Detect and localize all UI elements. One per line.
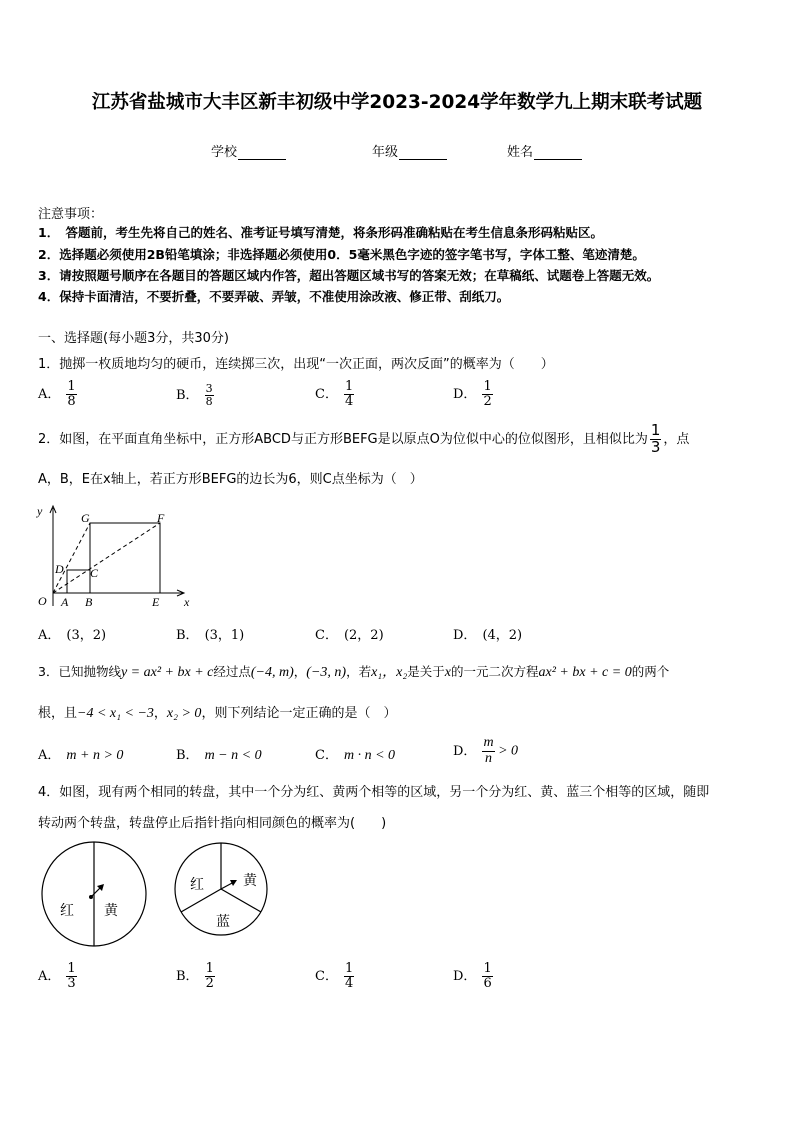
option-label: A． <box>38 386 61 402</box>
grade-label: 年级 <box>372 145 399 160</box>
option-label: D． <box>453 743 477 759</box>
denominator: 8 <box>205 394 213 408</box>
option-label: B． <box>176 387 199 403</box>
region-yellow-label: 黄 <box>104 904 118 919</box>
denominator: 2 <box>205 975 214 991</box>
section-heading: 一、选择题(每小题3分，共30分) <box>38 331 229 346</box>
name-field[interactable] <box>507 141 582 160</box>
q2-option-b[interactable] <box>176 624 244 643</box>
option-label: D． <box>453 386 477 402</box>
denominator: 6 <box>483 975 492 991</box>
notice-heading: 注意事项： <box>38 207 104 222</box>
q1-option-d[interactable] <box>453 380 493 408</box>
grade-blank[interactable] <box>399 147 447 160</box>
label-G: G <box>81 511 90 525</box>
label-A: A <box>61 595 69 609</box>
option-text: (2，2) <box>343 628 384 643</box>
q3-text: 3．已知抛物线 <box>38 664 121 679</box>
option-text: m + n > 0 <box>66 748 124 763</box>
q3-text: ，则下列结论一定正确的是（ ） <box>201 706 397 721</box>
point-2: (−3, n) <box>306 665 347 680</box>
region-yellow-label: 黄 <box>243 874 257 889</box>
denominator: 2 <box>483 393 492 409</box>
question-4-line-2: 转动两个转盘，转盘停止后指针指向相同颜色的概率为( ) <box>38 816 387 831</box>
option-label: B． <box>176 748 199 763</box>
q3-text: ，若 <box>346 664 372 679</box>
region-blue-label: 蓝 <box>216 915 230 930</box>
quadratic-equation: ax² + bx + c = 0 <box>538 665 632 680</box>
label-O: O <box>38 594 47 608</box>
q3-option-a[interactable] <box>38 744 123 764</box>
q2-coordinate-figure <box>34 500 199 615</box>
name-blank[interactable] <box>534 147 582 160</box>
question-3-line-1 <box>38 661 669 681</box>
option-label: C． <box>315 968 338 984</box>
label-D: D <box>55 562 64 576</box>
fraction <box>66 380 76 408</box>
variable-x: x <box>444 665 451 680</box>
option-label: C． <box>315 748 338 763</box>
grade-field[interactable] <box>372 141 447 160</box>
q1-option-c[interactable] <box>315 380 354 408</box>
q3-text: 是关于 <box>407 664 445 679</box>
square-ABCD <box>67 570 90 593</box>
numerator: 1 <box>483 961 492 976</box>
numerator: 1 <box>344 961 354 976</box>
numerator: 1 <box>205 961 214 976</box>
numerator: 1 <box>483 379 492 394</box>
q2-option-a[interactable] <box>38 624 106 643</box>
option-label: D． <box>453 628 477 643</box>
numerator: m <box>483 735 494 750</box>
q3-text: 根，且 <box>38 706 78 721</box>
question-1-text: 1．抛掷一枚质地均匀的硬币，连续掷三次，出现“一次正面，两次反面”的概率为（ ） <box>38 357 554 372</box>
denominator: 4 <box>344 393 354 409</box>
numerator: 1 <box>650 421 661 439</box>
fraction <box>344 380 354 408</box>
label-C: C <box>90 566 99 580</box>
q4-option-a[interactable] <box>38 962 77 990</box>
option-label: A． <box>38 748 61 763</box>
q3-option-d[interactable] <box>453 736 518 766</box>
label-E: E <box>152 595 160 609</box>
option-text: (3，1) <box>204 628 245 643</box>
option-text: m − n < 0 <box>204 748 262 763</box>
condition-1: −4 < x₁ < −3 <box>77 706 154 721</box>
denominator: 8 <box>67 393 76 409</box>
label-x: x <box>184 595 190 609</box>
q4-option-c[interactable] <box>315 962 354 990</box>
option-label: B． <box>176 628 199 643</box>
notice-item: 2．选择题必须使用2B铅笔填涂；非选择题必须使用0．5毫米黑色字迹的签字笔书写，字体工整、笔迹清楚。 <box>38 247 645 262</box>
option-text: > 0 <box>494 743 519 759</box>
q3-option-b[interactable] <box>176 744 262 764</box>
fraction <box>482 962 492 990</box>
spinner-center <box>89 895 93 899</box>
q3-text: ， <box>153 706 167 721</box>
q2-option-d[interactable] <box>453 624 522 643</box>
spinner-three-regions <box>172 840 272 940</box>
numerator: 1 <box>67 379 76 394</box>
option-label: A． <box>38 628 61 643</box>
fraction <box>482 380 492 408</box>
ratio-fraction <box>650 423 662 456</box>
spinner-divider <box>221 889 261 912</box>
option-label: B． <box>176 968 199 984</box>
label-y: y <box>37 504 43 518</box>
fraction <box>205 962 215 990</box>
denominator: 3 <box>67 975 76 991</box>
numerator: 3 <box>205 382 213 395</box>
dashed-line-OG <box>53 523 90 593</box>
fraction <box>482 736 494 766</box>
notice-item: 4．保持卡面清洁，不要折叠，不要弄破、弄皱，不准使用涂改液、修正带、刮纸刀。 <box>38 289 510 304</box>
roots: x₁，x₂ <box>371 665 408 680</box>
spinner-two-regions <box>38 838 150 950</box>
option-label: D． <box>453 968 477 984</box>
q3-text: 的两个 <box>631 664 670 679</box>
notice-item: 3．请按照题号顺序在各题目的答题区域内作答，超出答题区域书写的答案无效；在草稿纸、试题卷上答题无效。 <box>38 268 660 283</box>
q1-option-b[interactable] <box>176 383 214 407</box>
school-label: 学校 <box>211 145 238 160</box>
question-2-line-1 <box>38 423 689 456</box>
exam-title: 江苏省盐城市大丰区新丰初级中学2023-2024学年数学九上期末联考试题 <box>91 92 703 113</box>
numerator: 1 <box>67 961 76 976</box>
region-red-label: 红 <box>60 904 74 919</box>
option-text: m · n < 0 <box>343 748 396 763</box>
condition-2: x₂ > 0 <box>166 706 202 721</box>
option-text: (4，2) <box>482 628 523 643</box>
question-2-line-2: A，B，E在x轴上，若正方形BEFG的边长为6，则C点坐标为（ ） <box>38 472 423 487</box>
dashed-line-OF <box>53 523 160 593</box>
denominator: 3 <box>650 437 661 456</box>
q3-option-c[interactable] <box>315 744 395 764</box>
parabola-formula: y = ax² + bx + c <box>120 665 214 680</box>
region-red-label: 红 <box>190 878 204 893</box>
option-label: C． <box>315 386 338 402</box>
point-1: (−4, m) <box>250 665 294 680</box>
school-field[interactable] <box>211 141 286 160</box>
square-BEFG <box>90 523 160 593</box>
option-label: C． <box>315 628 338 643</box>
denominator: 4 <box>344 975 354 991</box>
question-3-line-2 <box>38 702 396 722</box>
label-B: B <box>85 595 93 609</box>
q3-text: 经过点 <box>213 664 251 679</box>
option-label: A． <box>38 968 61 984</box>
numerator: 1 <box>344 379 354 394</box>
q2-option-c[interactable] <box>315 624 384 643</box>
q3-text: 的一元二次方程 <box>451 664 539 679</box>
q4-option-d[interactable] <box>453 962 493 990</box>
q4-option-b[interactable] <box>176 962 215 990</box>
notice-item: 1． 答题前，考生先将自己的姓名、准考证号填写清楚，将条形码准确粘贴在考生信息条形码粘贴区。 <box>38 225 603 240</box>
option-text: (3，2) <box>66 628 107 643</box>
fraction <box>66 962 76 990</box>
q1-option-a[interactable] <box>38 380 77 408</box>
school-blank[interactable] <box>238 147 286 160</box>
question-4-line-1: 4．如图，现有两个相同的转盘，其中一个分为红、黄两个相等的区域，另一个分为红、黄、蓝三个相等的区域，随即 <box>38 785 710 800</box>
denominator: n <box>485 750 492 766</box>
name-label: 姓名 <box>507 145 534 160</box>
fraction <box>205 383 214 407</box>
q2-text-tail: ，点 <box>663 431 690 447</box>
label-F: F <box>157 511 165 525</box>
fraction <box>344 962 354 990</box>
q3-text: ， <box>293 664 307 679</box>
q2-text: 2．如图，在平面直角坐标中，正方形ABCD与正方形BEFG是以原点O为位似中心的位似图形，且相似比为 <box>38 431 648 447</box>
